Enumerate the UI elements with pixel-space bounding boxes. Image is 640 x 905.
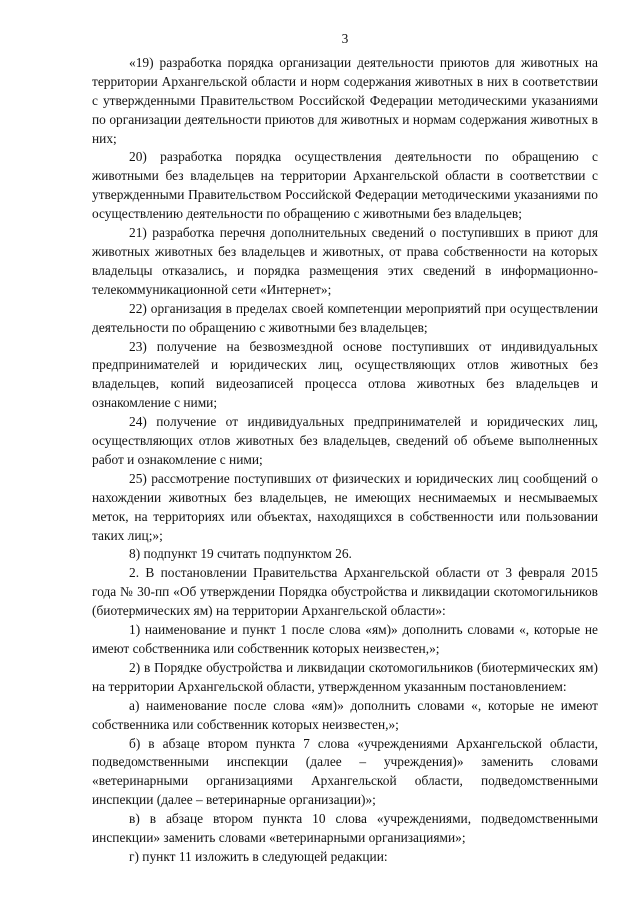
paragraph-section-2: 2. В постановлении Правительства Архангельской области от 3 февраля 2015 года № 30-пп «Об утверждении Порядка обустройства и ликвидации скотомогильников (биотермических ям) на территории Архангельской области»:: [92, 565, 598, 619]
paragraph-letter-g: г) пункт 11 изложить в следующей редакции:: [129, 848, 388, 864]
document-page: [92, 30, 598, 867]
paragraph-item-25: 25) рассмотрение поступивших от физических и юридических лиц сообщений о нахождении животных без владельцев, не имеющих неснимаемых и несмываемых меток, на территориях или объектах, находящихся в собственности или пользовании таких лиц;»;: [92, 470, 598, 543]
page-number: 3: [341, 31, 349, 46]
paragraph-letter-b: б) в абзаце втором пункта 7 слова «учреждениями Архангельской области, подведомственными инспекции (далее – учреждения)» заменить словами «ветеринарными организациями Архангельской области, подведомственными инспекции (далее – ветеринарные организации)»;: [92, 735, 598, 808]
paragraph-letter-v: в) в абзаце втором пункта 10 слова «учреждениями, подведомственными инспекции» заменить словами «ветеринарными организациями»;: [92, 811, 598, 846]
paragraph-item-20: 20) разработка порядка осуществления деятельности по обращению с животными без владельцев на территории Архангельской области в соответствии с утвержденными Правительством Российской Федерации методическими указаниями по осуществлению деятельности по обращению с животными без владельцев;: [92, 149, 598, 222]
paragraph-item-23: 23) получение на безвозмездной основе поступивших от индивидуальных предпринимателей и юридических лиц, осуществляющих отлов животных без владельцев, копий видеозаписей процесса отлова животных без владельцев и ознакомление с ними;: [92, 338, 598, 411]
paragraph-item-8: 8) подпункт 19 считать подпунктом 26.: [129, 546, 352, 562]
paragraph-letter-a: а) наименование после слова «ям)» дополнить словами «, которые не имеют собственника или собственник которых неизвестен,»;: [92, 697, 598, 732]
paragraph-subitem-2: 2) в Порядке обустройства и ликвидации скотомогильников (биотермических ям) на территории Архангельской области, утвержденном указанным постановлением:: [92, 659, 598, 694]
paragraph-item-22: 22) организация в пределах своей компетенции мероприятий при осуществлении деятельности по обращению с животными без владельцев;: [92, 300, 598, 335]
paragraph-item-19: «19) разработка порядка организации деятельности приютов для животных на территории Архангельской области и норм содержания животных в них в соответствии с утвержденными Правительством Российской Федерации методическими указаниями по организации деятельности приютов для животных и нормам содержания животных в них;: [92, 54, 598, 146]
paragraph-subitem-1: 1) наименование и пункт 1 после слова «ям)» дополнить словами «, которые не имеют собственника или собственник которых неизвестен,»;: [92, 622, 598, 656]
paragraph-item-24: 24) получение от индивидуальных предпринимателей и юридических лиц, осуществляющих отлов животных без владельцев, сведений об объеме выполненных работ и ознакомление с ними;: [92, 414, 598, 467]
paragraph-item-21: 21) разработка перечня дополнительных сведений о поступивших в приют для животных животных без владельцев и животных, от права собственности на которых владельцы отказались, и порядка размещения этих сведений в информационно-телекоммуникационной сети «Интернет»;: [92, 225, 598, 297]
